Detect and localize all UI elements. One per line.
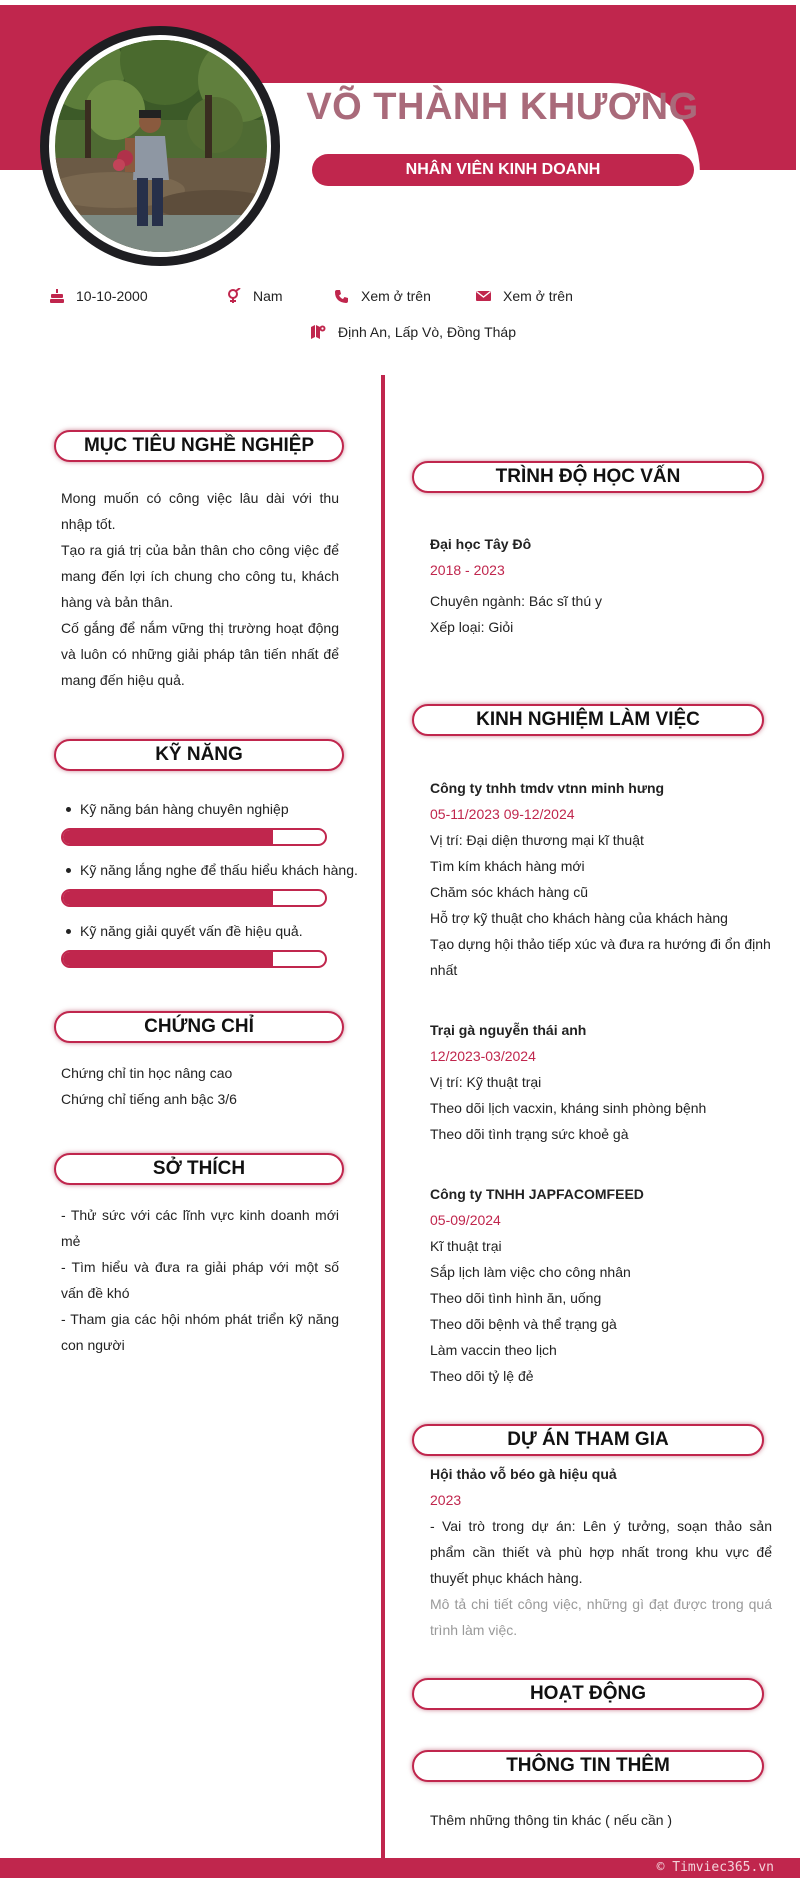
bullet: [66, 868, 71, 873]
company-name: Công ty tnhh tmdv vtnn minh hưng: [430, 780, 665, 796]
skill-label: Kỹ năng lắng nghe để thấu hiểu khách hàng.: [80, 862, 358, 878]
hobby-item: - Thử sức với các lĩnh vực kinh doanh mới mẻ: [61, 1207, 339, 1249]
skill-progress-fill: [63, 830, 273, 844]
job-period: 05-09/2024: [430, 1212, 501, 1228]
envelope-icon: [476, 290, 491, 302]
education-entry: [430, 531, 770, 640]
objective-line: Tạo ra giá trị của bản thân cho công việc để mang đến lợi ích chung cho công tu, khách hàng và bản thân.: [61, 542, 339, 610]
birthday-text: 10-10-2000: [76, 288, 148, 304]
extra-info-text: Thêm những thông tin khác ( nếu cần ): [430, 1812, 673, 1828]
hobby-item: - Tham gia các hội nhóm phát triển kỹ năng con người: [61, 1311, 339, 1353]
hobbies-list: [61, 1202, 339, 1358]
education-period: 2018 - 2023: [430, 562, 505, 578]
section-heading-objective: MỤC TIÊU NGHỀ NGHIỆP: [54, 430, 344, 462]
phone-text: Xem ở trên: [361, 288, 431, 304]
address-text: Định An, Lấp Vò, Đồng Tháp: [338, 324, 516, 340]
contact-address: [310, 324, 516, 340]
job-detail: Tạo dựng hội thảo tiếp xúc và đưa ra hướng đi ổn định nhất: [430, 936, 771, 978]
section-heading-certificates: CHỨNG CHỈ: [54, 1011, 344, 1043]
skill-label: Kỹ năng bán hàng chuyên nghiệp: [80, 801, 289, 817]
certificate-item: Chứng chỉ tiếng anh bậc 3/6: [61, 1091, 237, 1107]
section-heading-activities: HOẠT ĐỘNG: [412, 1678, 764, 1710]
section-heading-experience: KINH NGHIỆM LÀM VIỆC: [412, 704, 764, 736]
objective-line: Cố gắng để nắm vững thị trường hoạt động và luôn có những giải pháp tân tiến nhất để mang đến hiệu quả.: [61, 620, 339, 688]
job-detail: Hỗ trợ kỹ thuật cho khách hàng của khách hàng: [430, 910, 728, 926]
project-year: 2023: [430, 1492, 462, 1508]
company-name: Trại gà nguyễn thái anh: [430, 1022, 587, 1038]
skill-progress-bar: [61, 950, 327, 968]
skill-item: [66, 801, 289, 817]
contact-email: [476, 288, 573, 304]
skill-label: Kỹ năng giải quyết vấn đề hiệu quả.: [80, 923, 303, 939]
section-heading-extra-info: THÔNG TIN THÊM: [412, 1750, 764, 1782]
job-detail: Vị trí: Kỹ thuật trại: [430, 1074, 542, 1090]
certificate-item: Chứng chỉ tin học nâng cao: [61, 1065, 233, 1081]
bullet: [66, 929, 71, 934]
skill-progress-bar: [61, 889, 327, 907]
section-heading-education: TRÌNH ĐỘ HỌC VẤN: [412, 461, 764, 493]
school-name: Đại học Tây Đô: [430, 536, 532, 552]
skill-progress-fill: [63, 891, 273, 905]
job-period: 05-11/2023 09-12/2024: [430, 806, 575, 822]
avatar: [55, 40, 267, 252]
job-detail: Tìm kím khách hàng mới: [430, 858, 585, 874]
certificates-list: [61, 1060, 339, 1112]
candidate-name: VÕ THÀNH KHƯƠNG: [306, 86, 699, 128]
company-name: Công ty TNHH JAPFACOMFEED: [430, 1186, 644, 1202]
job-detail: Sắp lịch làm việc cho công nhân: [430, 1264, 631, 1280]
project-name: Hội thảo vỗ béo gà hiệu quả: [430, 1466, 617, 1482]
email-text: Xem ở trên: [503, 288, 573, 304]
skill-progress-bar: [61, 828, 327, 846]
contact-phone: [334, 288, 431, 304]
gender-icon: [227, 288, 241, 304]
job-detail: Theo dõi bệnh và thể trạng gà: [430, 1316, 617, 1332]
job-detail: Theo dõi lịch vacxin, kháng sinh phòng bệnh: [430, 1100, 707, 1116]
job-detail: Kĩ thuật trại: [430, 1238, 502, 1254]
footer-credit: © Timviec365.vn: [656, 1860, 774, 1875]
section-heading-skills: KỸ NĂNG: [54, 739, 344, 771]
avatar-photo: [55, 40, 267, 252]
project-role: - Vai trò trong dự án: Lên ý tưởng, soạn thảo sản phẩm cần thiết và phù hợp nhất trong khu vực để thuyết phục khách hàng.: [430, 1518, 772, 1586]
cake-icon: [50, 288, 64, 304]
contact-birthday: [50, 288, 148, 304]
column-divider: [381, 375, 385, 1858]
job-detail: Vị trí: Đại diện thương mại kĩ thuật: [430, 832, 644, 848]
job-detail: Theo dõi tình hình ăn, uống: [430, 1290, 602, 1306]
job-detail: Làm vaccin theo lịch: [430, 1342, 557, 1358]
education-major: Chuyên ngành: Bác sĩ thú y: [430, 593, 602, 609]
skill-item: [66, 862, 358, 878]
experience-entry: [430, 775, 772, 983]
gender-text: Nam: [253, 288, 283, 304]
phone-icon: [334, 289, 349, 304]
bullet: [66, 807, 71, 812]
job-detail: Theo dõi tình trạng sức khoẻ gà: [430, 1126, 629, 1142]
job-title-badge: NHÂN VIÊN KINH DOANH: [312, 154, 694, 186]
map-pin-icon: [310, 324, 326, 340]
experience-entry: [430, 1181, 772, 1389]
project-hint: Mô tả chi tiết công việc, những gì đạt được trong quá trình làm việc.: [430, 1596, 772, 1638]
section-heading-hobbies: SỞ THÍCH: [54, 1153, 344, 1185]
objective-line: Mong muốn có công việc lâu dài với thu nhập tốt.: [61, 490, 339, 532]
education-rank: Xếp loại: Giỏi: [430, 619, 514, 635]
skill-progress-fill: [63, 952, 273, 966]
objective-content: [61, 485, 339, 693]
job-detail: Theo dõi tỷ lệ đẻ: [430, 1368, 534, 1384]
experience-entry: [430, 1017, 772, 1147]
section-heading-projects: DỰ ÁN THAM GIA: [412, 1424, 764, 1456]
contact-gender: [227, 288, 283, 304]
hobby-item: - Tìm hiểu và đưa ra giải pháp với một số vấn đề khó: [61, 1259, 339, 1301]
job-detail: Chăm sóc khách hàng cũ: [430, 884, 588, 900]
skill-item: [66, 923, 303, 939]
project-entry: [430, 1461, 772, 1643]
job-period: 12/2023-03/2024: [430, 1048, 536, 1064]
